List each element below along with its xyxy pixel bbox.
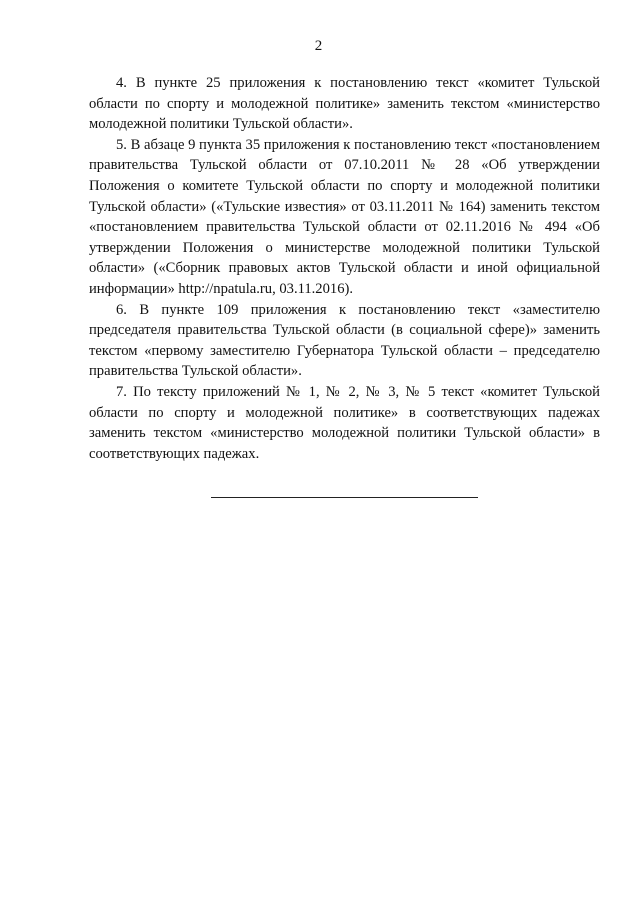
paragraph-item-7: 7. По тексту приложений № 1, № 2, № 3, № 5 текст «комитет Тульской области по спорту и молодежной политике» в соответствующих падежах заменить текстом «министерство молодежной политики Тульской области» в соответствующих падежах. bbox=[89, 383, 600, 462]
page-number: 2 bbox=[314, 38, 323, 54]
paragraph-item-6: 6. В пункте 109 приложения к постановлению текст «заместителю председателя правительства Тульской области (в социальной сфере)» заменить текстом «первому заместителю Губернатора Тульской области – председателю правительства Тульской области». bbox=[89, 301, 600, 380]
paragraph-item-4: 4. В пункте 25 приложения к постановлению текст «комитет Тульской области по спорту и молодежной политике» заменить текстом «министерство молодежной политики Тульской области». bbox=[89, 75, 600, 133]
document-body bbox=[89, 73, 600, 464]
end-separator-line bbox=[211, 497, 478, 498]
paragraph-item-5: 5. В абзаце 9 пункта 35 приложения к постановлению текст «постановлением правительства Тульской области от 07.10.2011 № 28 «Об утверждении Положения о комитете Тульской области по спорту и молодежной политики Тульской области» («Тульские известия» от 03.11.2011 № 164) заменить текстом «постановлением правительства Тульской области от 02.11.2016 № 494 «Об утверждении Положения о министерстве молодежной политики Тульской области» («Сборник правовых актов Тульской области и иной официальной информации» http://npatula.ru, 03.11.2016). bbox=[89, 136, 600, 297]
